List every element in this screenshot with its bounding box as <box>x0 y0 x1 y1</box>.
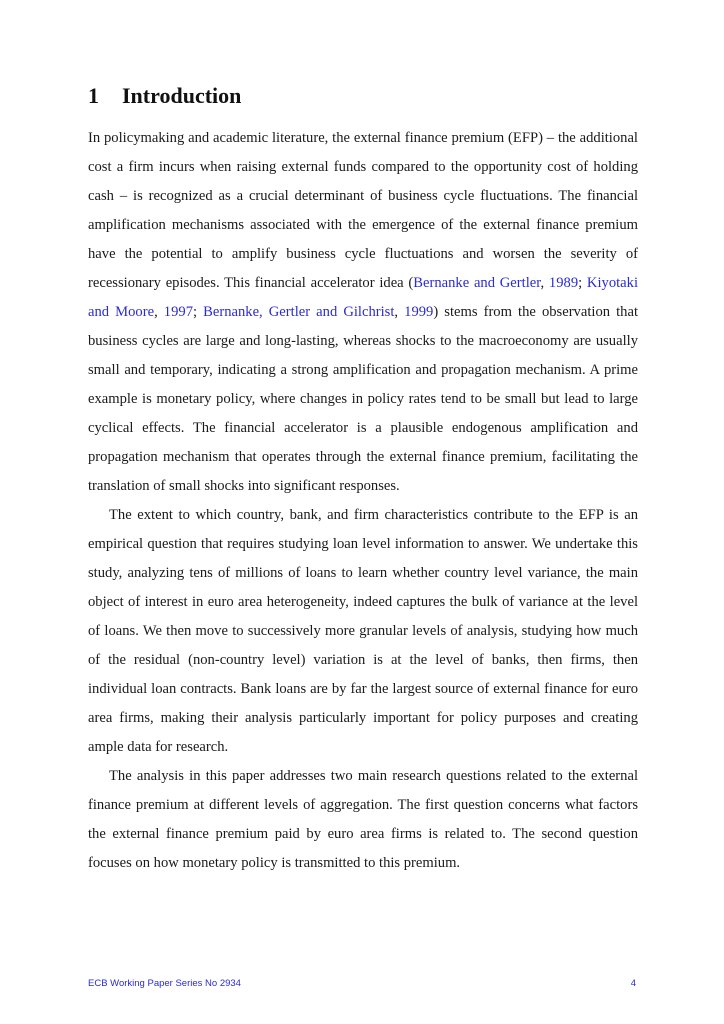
paragraph-2: The extent to which country, bank, and firm characteristics contribute to the EFP is an empirical question that requires studying loan level information to answer. We undertake this study, analyzing tens of millions of loans to learn whether country level variance, the main object of interest in euro area heterogeneity, indeed captures the bulk of variance at the level of loans. We then move to successively more granular levels of analysis, studying how much of the residual (non-country level) variation is at the level of banks, then firms, then individual loan contracts. Bank loans are by far the largest source of external finance for euro area firms, making their analysis particularly important for policy purposes and creating ample data for research. <box>88 507 638 755</box>
citation-separator: , <box>394 304 405 320</box>
paragraph-3: The analysis in this paper addresses two main research questions related to the external finance premium at different levels of aggregation. The first question concerns what factors the external finance premium paid by euro area firms is related to. The second question focuses on how monetary policy is transmitted to this premium. <box>88 768 638 871</box>
citation-separator: ; <box>192 304 204 320</box>
citation-bernanke-gertler-gilchrist-year[interactable]: 1999 <box>404 304 434 320</box>
section-title: Introduction <box>122 83 242 108</box>
citation-bernanke-gertler-authors[interactable]: Bernanke and Gertler <box>413 275 541 291</box>
citation-kiyotaki-moore-authors[interactable]: Kiyotaki and Moore <box>88 275 638 320</box>
section-heading <box>88 82 241 110</box>
paragraph-1-text-a: In policymaking and academic literature, the external finance premium (EFP) – the additional cost a firm incurs when raising external funds compared to the opportunity cost of holding cash – is recognized as a crucial determinant of business cycle fluctuations. The financial amplification mechanisms associated with the emergence of the external finance premium have the potential to amplify business cycle fluctuations and worsen the severity of recessionary episodes. This financial accelerator idea ( <box>88 130 638 291</box>
footer-series-label: ECB Working Paper Series No 2934 <box>88 978 241 989</box>
footer-page-number: 4 <box>630 978 636 989</box>
citation-kiyotaki-moore-year[interactable]: 1997 <box>163 304 193 320</box>
citation-bernanke-gertler-gilchrist-authors[interactable]: Bernanke, Gertler and Gilchrist <box>203 304 395 320</box>
paragraph-1 <box>88 124 638 501</box>
paragraph-1-text-b: ) stems from the observation that business cycles are large and long-lasting, whereas shocks to the macroeconomy are usually small and temporary, indicating a strong amplification and propagation mechanism. A prime example is monetary policy, where changes in policy rates tend to be small but lead to large cyclical effects. The financial accelerator is a plausible endogenous amplification and propagation mechanism that operates through the external finance premium, facilitating the translation of small shocks into significant responses. <box>88 304 639 494</box>
citation-bernanke-gertler-year[interactable]: 1989 <box>548 275 579 291</box>
section-number: 1 <box>88 83 99 108</box>
body-text <box>88 124 638 878</box>
citation-separator: , <box>540 275 549 291</box>
citation-separator: ; <box>578 275 587 291</box>
citation-separator: , <box>154 304 164 320</box>
